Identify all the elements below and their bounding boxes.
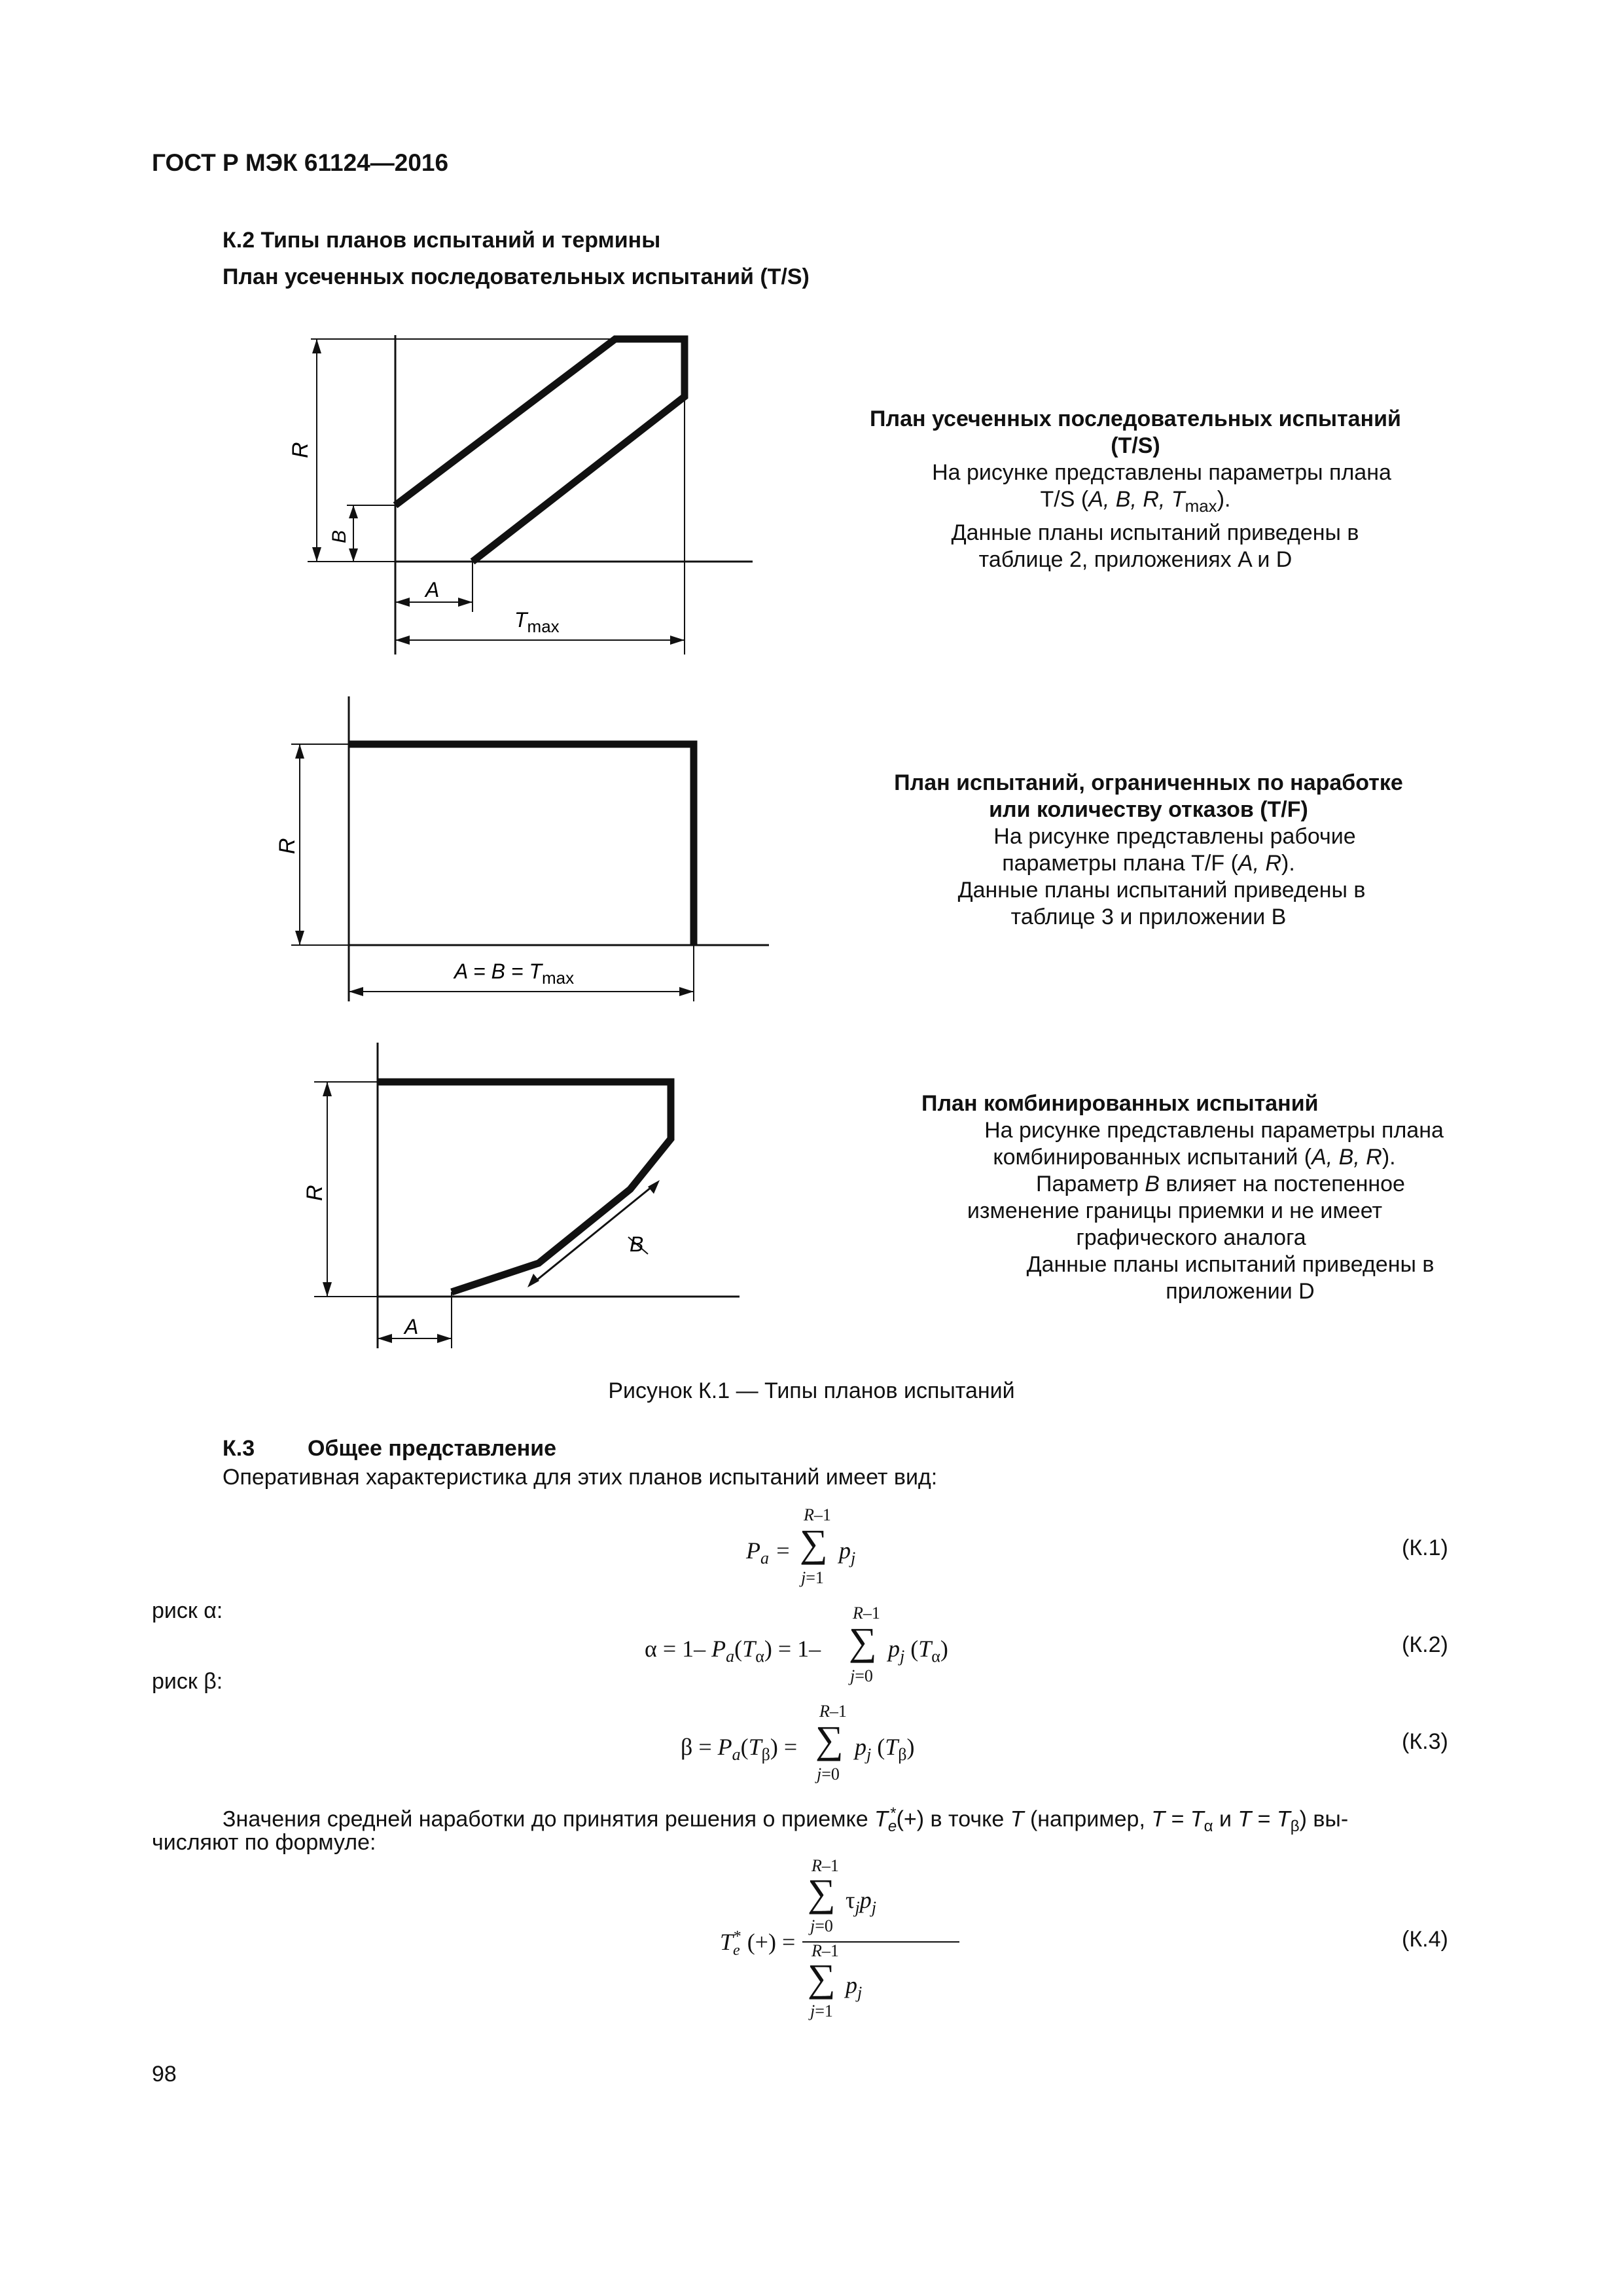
combined-label-a: A [404, 1315, 419, 1338]
mean-time-paragraph-line2: числяют по формуле: [152, 1830, 376, 1855]
combined-text-7: приложении D [1166, 1279, 1315, 1304]
ts-title-1: План усеченных последовательных испытаний [870, 406, 1401, 431]
equation-k3-number: (К.3) [1402, 1729, 1448, 1754]
k3-intro: Оперативная характеристика для этих планов испытаний имеет вид: [223, 1465, 938, 1490]
combined-boundary [378, 1082, 671, 1292]
equation-k3: $\beta = P_a(T_\beta)$ = R–1 ∑ j=0 $p_j$ $(T_\beta)$ [681, 1702, 915, 1784]
equation-k1-number: (К.1) [1402, 1535, 1448, 1560]
section-heading: К.2 Типы планов испытаний и термины [223, 228, 661, 253]
tf-text-1: На рисунке представлены рабочие [993, 824, 1356, 849]
equation-k1: $P_a$ = R–1 ∑ j=1 $p_j$ [746, 1505, 856, 1587]
standard-header: ГОСТ Р МЭК 61124—2016 [152, 149, 449, 176]
tf-label-ab: $A = B = T_{max}$ [454, 960, 575, 988]
ts-label-b: B [329, 529, 350, 543]
tf-text-4: таблице 3 и приложении B [1010, 905, 1287, 929]
ts-text-3: Данные планы испытаний приведены в [951, 520, 1359, 545]
equation-k4-number: (К.4) [1402, 1927, 1448, 1952]
combined-label-r: R [302, 1185, 327, 1201]
tf-label-r: R [275, 838, 300, 854]
k3-title: Общее представление [308, 1436, 557, 1461]
ts-label-a: A [425, 578, 440, 601]
equation-k2-number: (К.2) [1402, 1632, 1448, 1657]
combined-label-b: B [630, 1232, 644, 1256]
figure-caption: Рисунок К.1 — Типы планов испытаний [608, 1378, 1015, 1403]
tf-text-2: параметры плана T/F (A, R). [1002, 851, 1295, 876]
ts-title-2: (T/S) [1111, 433, 1160, 458]
combined-text-3: Параметр B влияет на постепенное [1036, 1172, 1405, 1196]
combined-title: План комбинированных испытаний [921, 1091, 1319, 1116]
equation-k2: α = 1– $P_a(T_\alpha) = 1-$ R–1 ∑ j=0 $p_j$ $(T_\alpha)$ [645, 1604, 948, 1685]
ts-label-r: R [288, 442, 313, 458]
combined-text-5: графического аналога [1076, 1225, 1306, 1250]
combined-description [910, 1090, 1472, 1305]
k3-number: К.3 [223, 1436, 255, 1461]
combined-text-2: комбинированных испытаний (A, B, R). [993, 1145, 1396, 1170]
risk-alpha-label: риск α: [152, 1598, 223, 1623]
tf-title-2: или количеству отказов (T/F) [989, 797, 1308, 822]
ts-text-4: таблице 2, приложениях A и D [978, 547, 1293, 572]
tf-text-3: Данные планы испытаний приведены в [957, 878, 1366, 903]
section-subheading: План усеченных последовательных испытаний (T/S) [223, 264, 810, 289]
combined-text-6: Данные планы испытаний приведены в [1026, 1252, 1435, 1277]
tf-title-1: План испытаний, ограниченных по наработке [894, 770, 1403, 795]
page-number: 98 [152, 2062, 177, 2087]
ts-text-2: T/S (A, B, R, $T_{max}$). [1040, 487, 1231, 516]
combined-text-1: На рисунке представлены параметры плана [984, 1118, 1444, 1143]
risk-beta-label: риск β: [152, 1669, 223, 1694]
equation-k4: $T_e^*$ (+) = R–1 ∑ j=0 $\tau_jp_j$ R–1 ∑ j=1 $p_j$ [720, 1856, 969, 2020]
ts-text-1: На рисунке представлены параметры плана [932, 460, 1391, 485]
ts-label-tmax: $T_{max}$ [514, 608, 560, 636]
mean-time-paragraph-line1: Значения средней наработки до принятия решения о приемке $T_e^*(+)$ в точке T (например, $T = T_\alpha$ и $T = T_\beta$) вы- [223, 1804, 1349, 1836]
combined-text-4: изменение границы приемки и не имеет [967, 1198, 1383, 1223]
